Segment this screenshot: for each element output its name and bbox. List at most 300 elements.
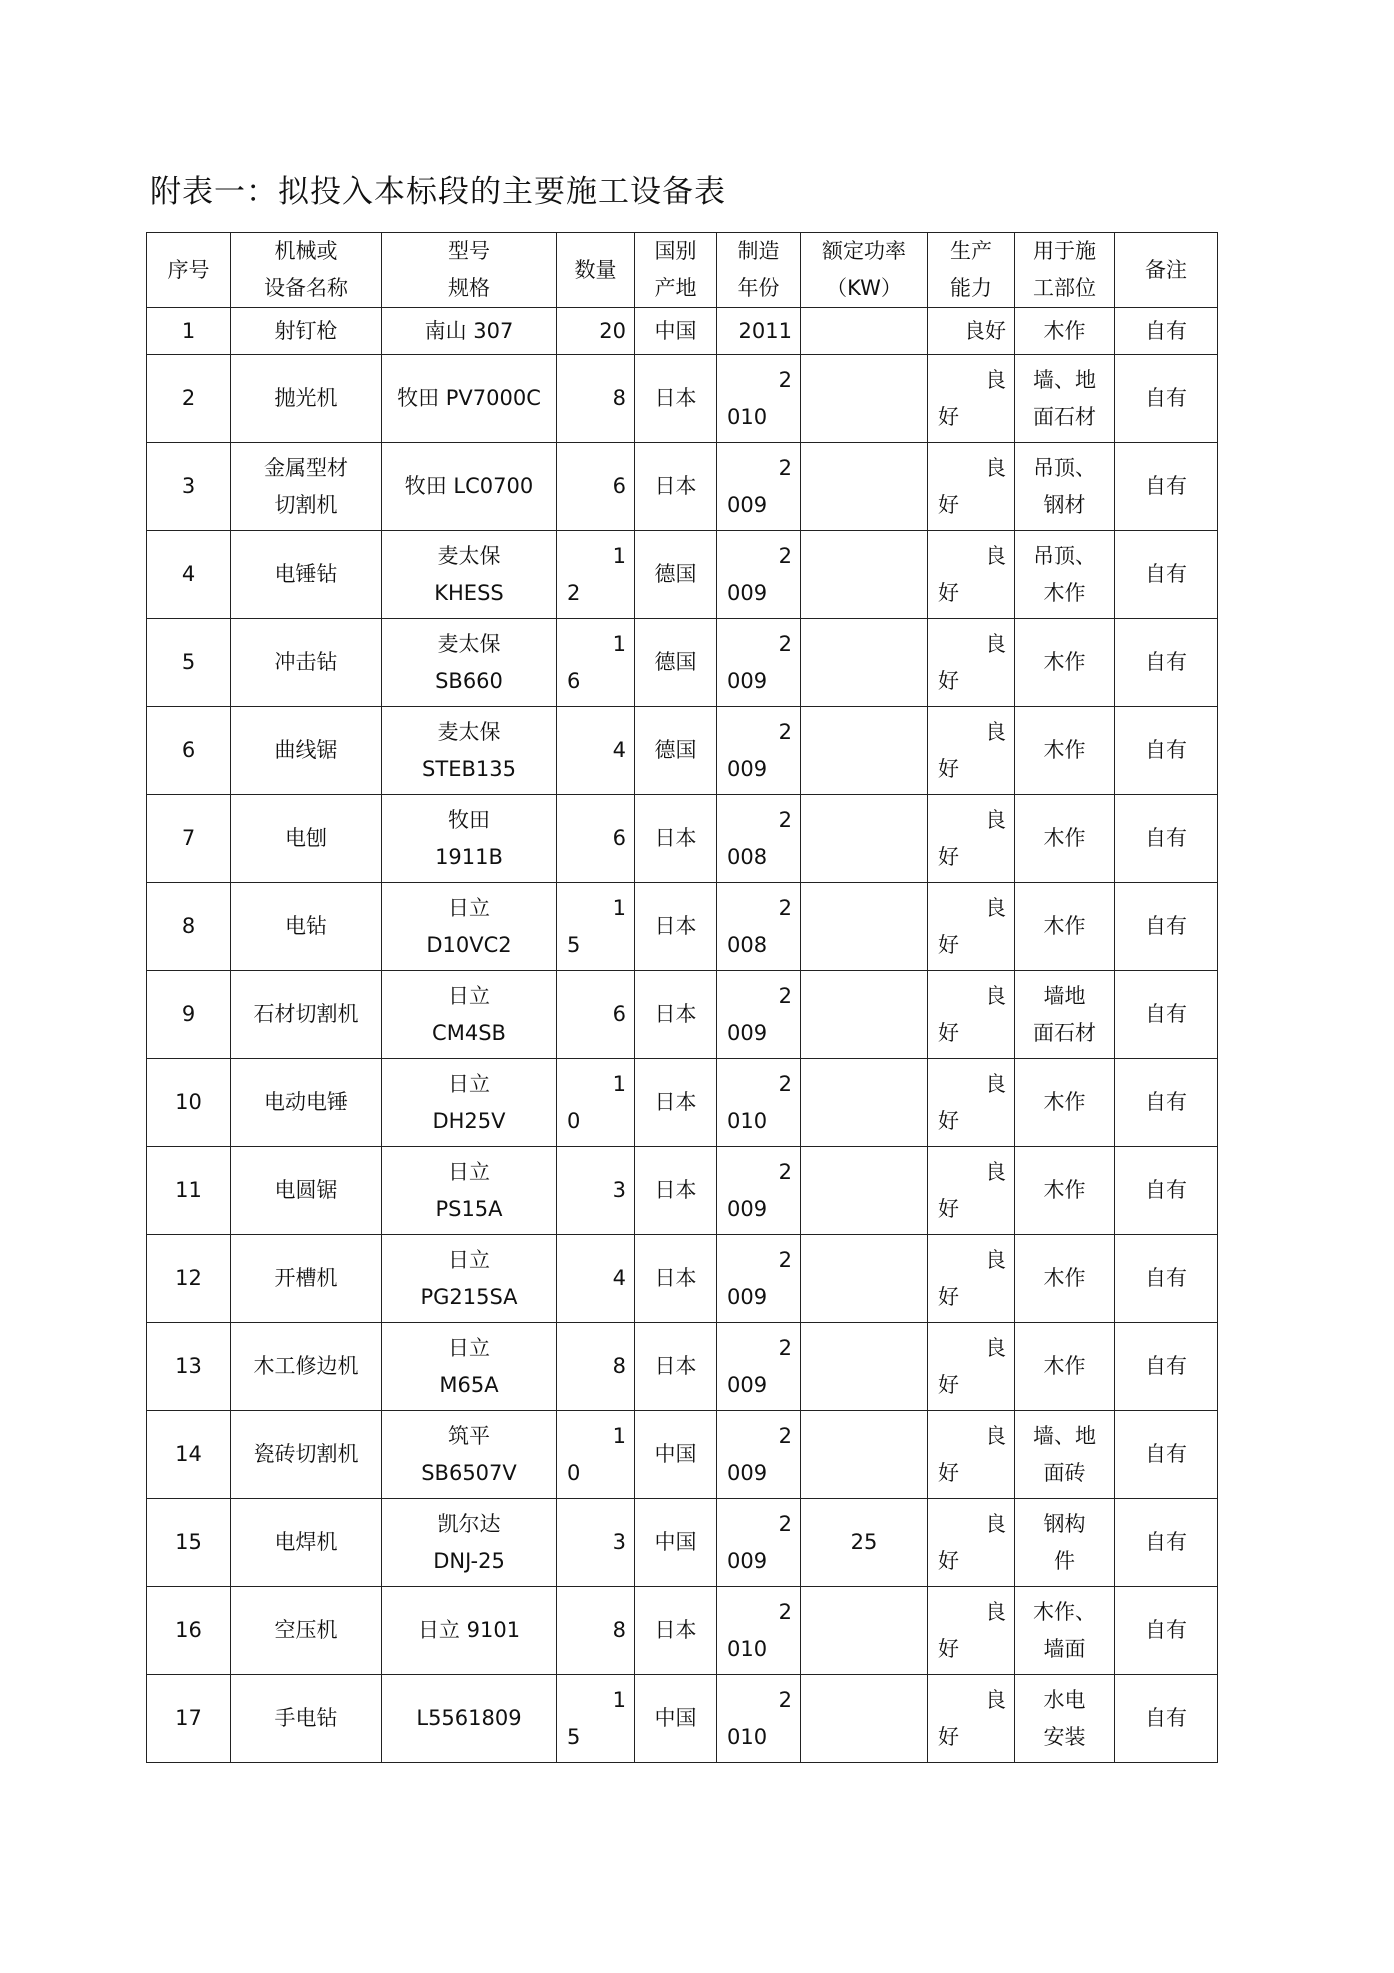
cell-remarks-text: 自有 xyxy=(1145,1706,1187,1730)
cell-remarks-text: 自有 xyxy=(1145,650,1187,674)
cell-capacity-text: 良 xyxy=(985,895,1006,920)
cell-year xyxy=(717,1675,801,1763)
cell-rated-power xyxy=(801,443,928,531)
cell-year-text: 010 xyxy=(727,1108,768,1133)
cell-remarks-text: 自有 xyxy=(1145,1618,1187,1642)
cell-remarks-text: 自有 xyxy=(1145,1266,1187,1290)
cell-no-text: 14 xyxy=(175,1442,202,1466)
cell-capacity xyxy=(928,971,1015,1059)
cell-quantity xyxy=(557,619,635,707)
cell-usage xyxy=(1015,1587,1115,1675)
cell-no-text: 16 xyxy=(175,1618,202,1642)
cell-year xyxy=(717,1411,801,1499)
header-year-line2: 年份 xyxy=(737,276,780,300)
cell-origin xyxy=(635,1147,717,1235)
cell-no-text: 10 xyxy=(175,1090,202,1114)
cell-quantity-text: 0 xyxy=(567,1460,581,1485)
cell-year-text: 2 xyxy=(778,1687,792,1712)
cell-rated-power xyxy=(801,883,928,971)
cell-year-text: 008 xyxy=(727,844,768,869)
cell-origin-text: 中国 xyxy=(654,1706,697,1730)
cell-capacity xyxy=(928,1675,1015,1763)
cell-usage xyxy=(1015,971,1115,1059)
cell-origin-text: 德国 xyxy=(654,562,697,586)
cell-usage xyxy=(1015,707,1115,795)
cell-capacity-text: 好 xyxy=(938,404,959,429)
cell-usage-text: 面石材 xyxy=(1033,404,1096,429)
cell-equipment-name-text: 电动电锤 xyxy=(264,1090,348,1114)
cell-remarks-text: 自有 xyxy=(1145,1530,1187,1554)
page-title: 附表一：拟投入本标段的主要施工设备表 xyxy=(150,174,726,210)
cell-equipment-name-text: 开槽机 xyxy=(274,1266,338,1290)
cell-remarks xyxy=(1115,707,1218,795)
cell-no xyxy=(147,1675,231,1763)
cell-model xyxy=(382,1587,557,1675)
cell-quantity-text: 1 xyxy=(612,631,626,656)
cell-usage-text: 木作 xyxy=(1043,1266,1086,1290)
cell-equipment-name xyxy=(231,1587,382,1675)
cell-capacity xyxy=(928,443,1015,531)
cell-origin xyxy=(635,1323,717,1411)
cell-usage xyxy=(1015,1675,1115,1763)
cell-capacity xyxy=(928,355,1015,443)
cell-equipment-name-text: 抛光机 xyxy=(274,386,338,410)
cell-capacity-text: 好 xyxy=(938,668,959,693)
cell-year xyxy=(717,619,801,707)
cell-capacity-text: 好 xyxy=(938,1372,959,1397)
cell-capacity-text: 好 xyxy=(938,756,959,781)
cell-remarks xyxy=(1115,1147,1218,1235)
cell-year-text: 009 xyxy=(727,580,768,605)
cell-model-text: D10VC2 xyxy=(426,932,512,957)
cell-usage xyxy=(1015,355,1115,443)
cell-usage-text: 吊顶、 xyxy=(1033,543,1096,568)
cell-model-text: DNJ-25 xyxy=(433,1548,505,1573)
cell-year-text: 2 xyxy=(778,1247,792,1272)
cell-capacity-text: 好 xyxy=(938,1196,959,1221)
cell-model-text: M65A xyxy=(439,1372,499,1397)
cell-origin xyxy=(635,443,717,531)
cell-equipment-name xyxy=(231,1499,382,1587)
cell-origin-text: 日本 xyxy=(654,1266,697,1290)
cell-quantity-text: 6 xyxy=(567,668,581,693)
cell-usage xyxy=(1015,1147,1115,1235)
cell-capacity-text: 好 xyxy=(938,1460,959,1485)
cell-no xyxy=(147,883,231,971)
cell-equipment-name-text: 电钻 xyxy=(285,914,327,938)
cell-year xyxy=(717,1235,801,1323)
cell-model-text: STEB135 xyxy=(422,756,516,781)
cell-year xyxy=(717,1587,801,1675)
cell-usage-text: 墙地 xyxy=(1043,983,1086,1008)
table-row xyxy=(147,1323,1218,1411)
cell-capacity-text: 良 xyxy=(985,983,1006,1008)
cell-year-text: 009 xyxy=(727,1372,768,1397)
cell-year-text: 2 xyxy=(778,807,792,832)
cell-model-text: 牧田 xyxy=(448,807,490,832)
cell-quantity-text: 3 xyxy=(612,1530,626,1554)
cell-usage-text: 木作 xyxy=(1043,1178,1086,1202)
cell-year xyxy=(717,1499,801,1587)
cell-equipment-name xyxy=(231,971,382,1059)
cell-equipment-name xyxy=(231,1059,382,1147)
cell-year-text: 009 xyxy=(727,1460,768,1485)
cell-origin xyxy=(635,1675,717,1763)
cell-equipment-name xyxy=(231,883,382,971)
cell-year-text: 2 xyxy=(778,1335,792,1360)
cell-model-text: DH25V xyxy=(432,1108,506,1133)
cell-capacity-text: 好 xyxy=(938,932,959,957)
cell-usage-text: 面石材 xyxy=(1033,1020,1096,1045)
cell-origin-text: 日本 xyxy=(654,1354,697,1378)
cell-quantity xyxy=(557,1059,635,1147)
cell-model xyxy=(382,1147,557,1235)
cell-usage-text: 墙、地 xyxy=(1033,367,1096,392)
cell-year-text: 2 xyxy=(778,983,792,1008)
cell-quantity-text: 1 xyxy=(612,1423,626,1448)
cell-remarks xyxy=(1115,795,1218,883)
cell-origin xyxy=(635,531,717,619)
cell-equipment-name xyxy=(231,443,382,531)
cell-model xyxy=(382,308,557,355)
cell-capacity-text: 良 xyxy=(985,807,1006,832)
cell-model-text: PG215SA xyxy=(420,1284,518,1309)
cell-usage-text: 木作 xyxy=(1043,318,1086,343)
cell-no xyxy=(147,355,231,443)
cell-rated-power xyxy=(801,355,928,443)
cell-quantity-text: 1 xyxy=(612,1687,626,1712)
cell-model xyxy=(382,1499,557,1587)
cell-capacity-text: 好 xyxy=(938,580,959,605)
cell-year-text: 010 xyxy=(727,1636,768,1661)
cell-model-text: 凯尔达 xyxy=(437,1511,501,1536)
cell-origin-text: 中国 xyxy=(654,1530,697,1554)
cell-quantity-text: 0 xyxy=(567,1108,581,1133)
cell-year-text: 008 xyxy=(727,932,768,957)
cell-model xyxy=(382,619,557,707)
cell-model xyxy=(382,1059,557,1147)
cell-model-text: 日立 xyxy=(448,1071,490,1096)
cell-capacity-text: 良 xyxy=(985,367,1006,392)
cell-equipment-name xyxy=(231,308,382,355)
cell-no-text: 9 xyxy=(181,1002,196,1026)
cell-remarks xyxy=(1115,883,1218,971)
cell-year-text: 2 xyxy=(778,719,792,744)
cell-remarks-text: 自有 xyxy=(1145,914,1187,938)
cell-year-text: 009 xyxy=(727,668,768,693)
cell-equipment-name-text: 空压机 xyxy=(274,1618,338,1642)
cell-remarks xyxy=(1115,531,1218,619)
cell-remarks xyxy=(1115,1675,1218,1763)
cell-remarks-text: 自有 xyxy=(1145,826,1187,850)
cell-capacity-text: 好 xyxy=(938,1636,959,1661)
cell-usage-text: 面砖 xyxy=(1043,1460,1086,1485)
cell-capacity xyxy=(928,1059,1015,1147)
cell-no-text: 4 xyxy=(181,562,196,586)
header-origin-line2: 产地 xyxy=(654,276,697,300)
header-capacity-line1: 生产 xyxy=(950,239,992,263)
cell-year-text: 009 xyxy=(727,1548,768,1573)
cell-quantity-text: 4 xyxy=(612,738,626,762)
cell-capacity xyxy=(928,1587,1015,1675)
header-equipment-name-line2: 设备名称 xyxy=(264,276,348,300)
table-header xyxy=(147,233,1218,308)
cell-capacity-text: 好 xyxy=(938,492,959,517)
cell-year-text: 2 xyxy=(778,1423,792,1448)
cell-no-text: 2 xyxy=(181,386,196,410)
cell-usage xyxy=(1015,1411,1115,1499)
cell-year-text: 009 xyxy=(727,756,768,781)
cell-model xyxy=(382,883,557,971)
cell-model-text: 麦太保 xyxy=(437,719,501,744)
cell-equipment-name-text: 电刨 xyxy=(285,826,327,850)
header-quantity-line1: 数量 xyxy=(574,257,617,282)
cell-equipment-name-text: 射钉枪 xyxy=(274,318,338,343)
cell-no xyxy=(147,971,231,1059)
cell-equipment-name xyxy=(231,1323,382,1411)
cell-year xyxy=(717,971,801,1059)
header-rated-power-line2: （KW） xyxy=(826,276,902,300)
header-no-line1: 序号 xyxy=(167,257,210,282)
cell-capacity-text: 良 xyxy=(985,719,1006,744)
cell-capacity-text: 良 xyxy=(985,631,1006,656)
table-row xyxy=(147,795,1218,883)
cell-equipment-name-text: 手电钻 xyxy=(274,1706,338,1730)
cell-rated-power xyxy=(801,1675,928,1763)
cell-remarks-text: 自有 xyxy=(1145,1178,1187,1202)
cell-equipment-name-text: 电圆锯 xyxy=(274,1178,338,1202)
cell-origin-text: 日本 xyxy=(654,1618,697,1642)
cell-usage xyxy=(1015,1323,1115,1411)
header-equipment-name-line1: 机械或 xyxy=(274,239,338,263)
cell-year-text: 010 xyxy=(727,404,768,429)
cell-no xyxy=(147,531,231,619)
cell-no xyxy=(147,707,231,795)
cell-equipment-name xyxy=(231,1235,382,1323)
cell-rated-power xyxy=(801,531,928,619)
header-model xyxy=(382,233,557,308)
cell-remarks xyxy=(1115,1411,1218,1499)
cell-model xyxy=(382,531,557,619)
cell-model-text: L5561809 xyxy=(416,1706,522,1730)
cell-usage xyxy=(1015,795,1115,883)
cell-capacity-text: 好 xyxy=(938,1108,959,1133)
table-row xyxy=(147,1675,1218,1763)
cell-year-text: 2011 xyxy=(738,318,792,343)
cell-usage-text: 吊顶、 xyxy=(1033,455,1096,480)
cell-rated-power xyxy=(801,1059,928,1147)
cell-no-text: 7 xyxy=(181,826,196,850)
cell-model-text: 1911B xyxy=(435,844,503,869)
cell-year-text: 2 xyxy=(778,455,792,480)
cell-remarks-text: 自有 xyxy=(1145,1002,1187,1026)
header-capacity-line2: 能力 xyxy=(950,276,992,300)
cell-year-text: 2 xyxy=(778,1511,792,1536)
cell-model-text: 日立 xyxy=(448,1159,490,1184)
cell-capacity-text: 良 xyxy=(985,1159,1006,1184)
cell-usage xyxy=(1015,1059,1115,1147)
cell-origin-text: 日本 xyxy=(654,1178,697,1202)
cell-model xyxy=(382,971,557,1059)
cell-quantity-text: 8 xyxy=(612,1618,626,1642)
cell-usage-text: 钢材 xyxy=(1043,492,1086,517)
cell-capacity xyxy=(928,883,1015,971)
cell-rated-power xyxy=(801,1323,928,1411)
cell-no xyxy=(147,1411,231,1499)
cell-remarks xyxy=(1115,1235,1218,1323)
cell-quantity-text: 1 xyxy=(612,895,626,920)
cell-remarks-text: 自有 xyxy=(1145,738,1187,762)
cell-usage xyxy=(1015,531,1115,619)
table-row xyxy=(147,619,1218,707)
cell-capacity-text: 好 xyxy=(938,1284,959,1309)
header-usage-line2: 工部位 xyxy=(1033,276,1096,300)
cell-capacity xyxy=(928,1323,1015,1411)
cell-quantity-text: 5 xyxy=(567,932,581,957)
cell-origin-text: 日本 xyxy=(654,914,697,938)
cell-remarks xyxy=(1115,619,1218,707)
cell-usage-text: 安装 xyxy=(1043,1724,1086,1749)
cell-equipment-name-text: 木工修边机 xyxy=(253,1354,359,1378)
table-row xyxy=(147,308,1218,355)
cell-remarks-text: 自有 xyxy=(1145,318,1187,343)
cell-no xyxy=(147,619,231,707)
cell-model xyxy=(382,1235,557,1323)
cell-origin-text: 日本 xyxy=(654,826,697,850)
cell-quantity-text: 6 xyxy=(612,1002,626,1026)
cell-year-text: 009 xyxy=(727,1284,768,1309)
cell-usage-text: 木作 xyxy=(1043,650,1086,674)
cell-no-text: 11 xyxy=(175,1178,202,1202)
cell-usage-text: 件 xyxy=(1054,1548,1075,1573)
cell-origin-text: 德国 xyxy=(654,650,697,674)
cell-remarks-text: 自有 xyxy=(1145,386,1187,410)
cell-origin xyxy=(635,1499,717,1587)
cell-year-text: 2 xyxy=(778,543,792,568)
cell-year-text: 009 xyxy=(727,492,768,517)
cell-quantity xyxy=(557,308,635,355)
cell-capacity-text: 良 xyxy=(985,543,1006,568)
cell-no-text: 8 xyxy=(181,914,196,938)
cell-remarks-text: 自有 xyxy=(1145,562,1187,586)
cell-remarks xyxy=(1115,1499,1218,1587)
cell-model xyxy=(382,1675,557,1763)
cell-model-text: 牧田 LC0700 xyxy=(404,474,534,498)
cell-year xyxy=(717,443,801,531)
cell-year-text: 009 xyxy=(727,1020,768,1045)
cell-no xyxy=(147,1059,231,1147)
cell-origin xyxy=(635,308,717,355)
cell-remarks-text: 自有 xyxy=(1145,1090,1187,1114)
cell-quantity-text: 1 xyxy=(612,543,626,568)
cell-no-text: 1 xyxy=(181,318,196,343)
cell-model-text: 日立 xyxy=(448,983,490,1008)
cell-capacity xyxy=(928,1411,1015,1499)
header-equipment-name xyxy=(231,233,382,308)
cell-model-text: 麦太保 xyxy=(437,631,501,656)
header-rated-power-line1: 额定功率 xyxy=(822,239,906,263)
cell-origin xyxy=(635,883,717,971)
cell-year xyxy=(717,531,801,619)
cell-quantity xyxy=(557,1147,635,1235)
cell-remarks xyxy=(1115,355,1218,443)
table-row xyxy=(147,1235,1218,1323)
table-row xyxy=(147,1147,1218,1235)
header-usage xyxy=(1015,233,1115,308)
cell-no-text: 17 xyxy=(175,1706,202,1730)
cell-quantity xyxy=(557,883,635,971)
cell-quantity xyxy=(557,1235,635,1323)
cell-origin-text: 日本 xyxy=(654,1002,697,1026)
cell-year xyxy=(717,883,801,971)
cell-origin xyxy=(635,1587,717,1675)
cell-quantity-text: 6 xyxy=(612,474,626,498)
cell-quantity xyxy=(557,1499,635,1587)
cell-capacity xyxy=(928,619,1015,707)
cell-usage-text: 水电 xyxy=(1043,1687,1086,1712)
table-row xyxy=(147,883,1218,971)
cell-equipment-name xyxy=(231,795,382,883)
cell-quantity-text: 1 xyxy=(612,1071,626,1096)
cell-no xyxy=(147,1147,231,1235)
cell-year xyxy=(717,1323,801,1411)
cell-model xyxy=(382,355,557,443)
header-year-line1: 制造 xyxy=(737,239,780,263)
cell-equipment-name-text: 冲击钻 xyxy=(274,650,338,674)
cell-remarks-text: 自有 xyxy=(1145,474,1187,498)
cell-usage-text: 木作、 xyxy=(1033,1599,1096,1624)
cell-equipment-name-text: 石材切割机 xyxy=(253,1002,359,1026)
cell-usage-text: 钢构 xyxy=(1043,1511,1086,1536)
cell-year-text: 2 xyxy=(778,1599,792,1624)
cell-equipment-name-text: 电焊机 xyxy=(274,1530,338,1554)
cell-quantity xyxy=(557,795,635,883)
table-row xyxy=(147,443,1218,531)
cell-equipment-name-text: 瓷砖切割机 xyxy=(253,1442,359,1466)
cell-capacity-text: 良 xyxy=(985,1423,1006,1448)
cell-equipment-name xyxy=(231,619,382,707)
cell-rated-power xyxy=(801,795,928,883)
cell-quantity xyxy=(557,1675,635,1763)
cell-model-text: 麦太保 xyxy=(437,543,501,568)
cell-rated-power xyxy=(801,619,928,707)
cell-year-text: 010 xyxy=(727,1724,768,1749)
table-row xyxy=(147,1059,1218,1147)
cell-year-text: 009 xyxy=(727,1196,768,1221)
cell-usage-text: 木作 xyxy=(1043,826,1086,850)
cell-capacity-text: 好 xyxy=(938,1020,959,1045)
cell-origin xyxy=(635,795,717,883)
cell-rated-power xyxy=(801,1587,928,1675)
cell-equipment-name-text: 曲线锯 xyxy=(274,738,338,762)
cell-usage-text: 墙面 xyxy=(1043,1636,1086,1661)
cell-no xyxy=(147,795,231,883)
cell-no xyxy=(147,1235,231,1323)
cell-capacity xyxy=(928,531,1015,619)
cell-year-text: 2 xyxy=(778,1159,792,1184)
cell-quantity xyxy=(557,1587,635,1675)
header-year xyxy=(717,233,801,308)
cell-usage xyxy=(1015,1499,1115,1587)
cell-capacity-text: 良 xyxy=(985,455,1006,480)
cell-quantity xyxy=(557,355,635,443)
cell-usage xyxy=(1015,883,1115,971)
cell-quantity xyxy=(557,707,635,795)
cell-equipment-name xyxy=(231,1147,382,1235)
cell-rated-power xyxy=(801,1499,928,1587)
cell-origin xyxy=(635,355,717,443)
cell-equipment-name xyxy=(231,531,382,619)
